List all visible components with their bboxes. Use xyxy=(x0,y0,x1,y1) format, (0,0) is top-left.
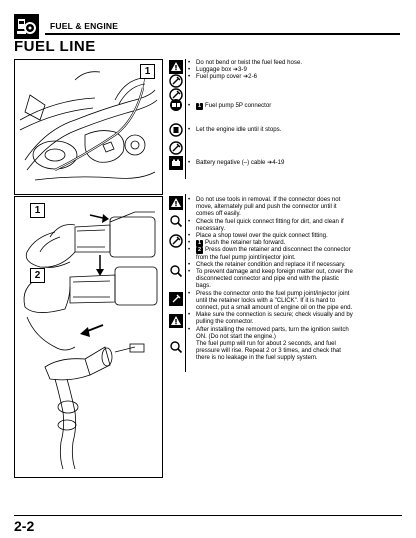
install-wrench-icon xyxy=(169,292,183,306)
inspect-icon xyxy=(169,340,183,354)
footer-divider xyxy=(14,515,402,516)
callout-fuel-pump-connector: 1 xyxy=(140,64,155,79)
column-divider xyxy=(185,194,186,372)
callout-badge: 2 xyxy=(197,247,202,254)
callout-retainer-push: 1 xyxy=(30,203,45,218)
caution-icon xyxy=(169,196,183,210)
connector-disconnect-icon xyxy=(169,98,183,112)
remove-wrench-icon xyxy=(169,74,183,88)
section-title: FUEL & ENGINE xyxy=(50,21,119,31)
callout-badge: 1 xyxy=(197,240,202,247)
battery-disconnect-icon xyxy=(169,156,183,170)
remove-wrench-icon xyxy=(169,141,183,155)
column-divider xyxy=(185,59,186,179)
caution-icon xyxy=(169,314,183,328)
remove-wrench-icon xyxy=(169,234,183,248)
caution-icon xyxy=(169,60,183,74)
engine-idle-icon xyxy=(169,123,183,137)
quick-connect-fitting-figure xyxy=(14,196,163,478)
callout-retainer-press: 2 xyxy=(30,268,45,283)
callout-badge: 1 xyxy=(197,103,202,109)
fuel-hose-routing-figure xyxy=(14,59,163,195)
inspect-icon xyxy=(169,214,183,228)
header-divider xyxy=(45,33,400,35)
page-title: FUEL LINE xyxy=(14,38,96,55)
fuel-engine-section-icon xyxy=(14,14,39,39)
page-number: 2-2 xyxy=(14,518,35,534)
inspect-icon xyxy=(169,264,183,278)
